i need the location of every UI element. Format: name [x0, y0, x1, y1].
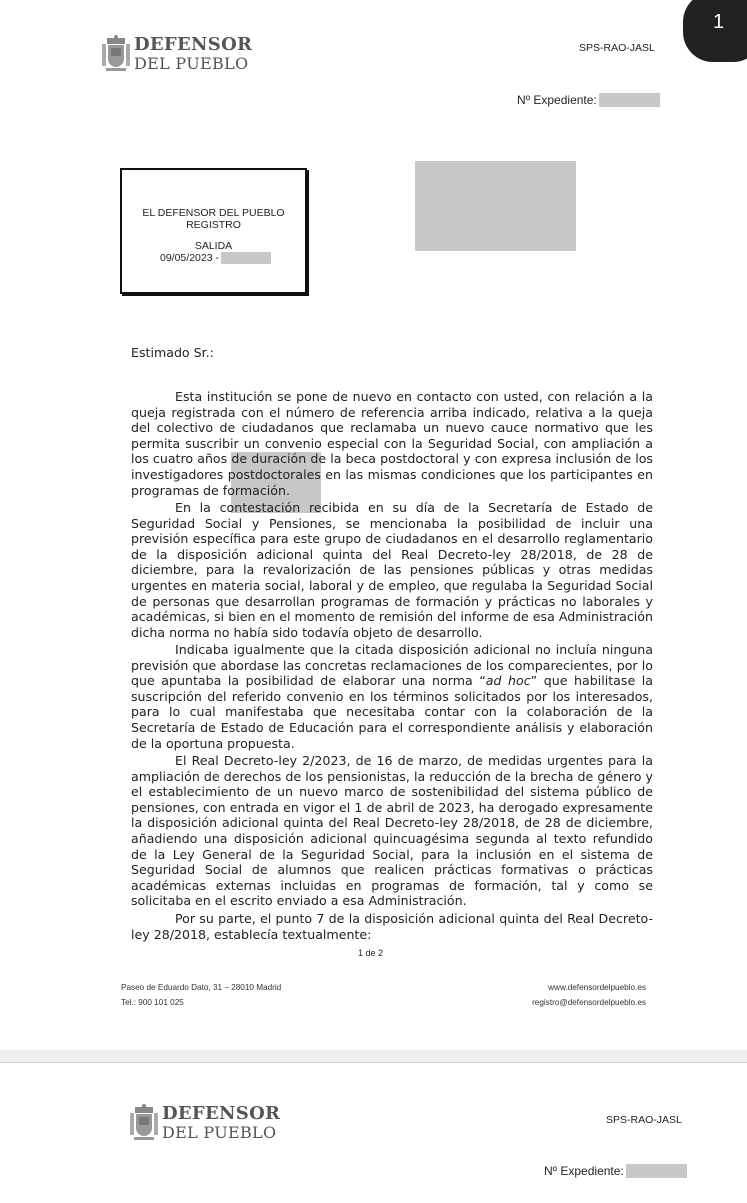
reference-code-page-2: SPS-RAO-JASL: [606, 1114, 682, 1126]
page-number-badge: [683, 0, 747, 62]
footer-website: www.defensordelpueblo.es: [548, 983, 646, 992]
coat-of-arms-icon: [129, 1103, 159, 1143]
paragraph-3-part-2: ” que habilitase la suscripción del referido convenio en los términos solicitados por los interesados, para lo cual manifestaba que necesitaba contar con la colaboración de la Secretaría de Estado de Educación para el correspondiente análisis y elaboración de la oportuna propuesta.: [131, 673, 653, 751]
expediente-label: Nº Expediente:: [517, 93, 597, 107]
paragraph-2-text: En la contestación recibida en su día de la Secretaría de Estado de Seguridad Social y Pensiones, se mencionaba la posibilidad de incluir una previsión específica para este grupo de ciudadanos en el desarrollo reglamentario de la disposición adicional quinta del Real Decreto-ley 28/2018, de 28 de diciembre, para la revalorización de las pensiones públicas y otras medidas urgentes en materia social, laboral y de empleo, que regulaba la Seguridad Social de personas que desarrollan programas de formación y prácticas no laborales y académicas, si bien en el momento de remisión del informe de esa Administración dicha norma no había sido todavía objeto de desarrollo.: [131, 500, 653, 640]
paragraph-3: [131, 642, 653, 751]
stamp-line-3: SALIDA: [194, 240, 233, 252]
redacted-expediente-number: [599, 93, 660, 107]
footer-email: registro@defensordelpueblo.es: [532, 998, 646, 1007]
paragraph-3-text: [131, 642, 653, 751]
paragraph-2: [131, 500, 653, 640]
stamp-date: 09/05/2023 -: [160, 252, 219, 264]
logo-line-1: DEFENSOR: [134, 34, 253, 55]
stamp-date-row: [160, 252, 271, 264]
expediente-label-page-2: Nº Expediente:: [544, 1164, 624, 1178]
logo-line-1: DEFENSOR: [162, 1103, 281, 1124]
redacted-recipient-address: [415, 161, 576, 251]
footer-web: [520, 980, 646, 1010]
defensor-logo: [101, 34, 252, 74]
paragraph-5-text: Por su parte, el punto 7 de la disposición adicional quinta del Real Decreto-ley 28/2018, establecía textualmente:: [131, 911, 653, 942]
redacted-expediente-number-page-2: [626, 1164, 687, 1178]
footer-address: Paseo de Eduardo Dato, 31 – 28010 Madrid: [121, 983, 282, 992]
logo-line-2: DEL PUEBLO: [162, 1123, 277, 1142]
expediente-field-page-2: [544, 1164, 687, 1178]
defensor-logo-page-2: [129, 1103, 280, 1143]
stamp-line-2: REGISTRO: [186, 219, 241, 231]
paragraph-3-part-1: Indicaba igualmente que la citada disposición adicional no incluía ninguna previsión que abordase las concretas reclamaciones de los comparecientes, por lo que apuntaba la posibilidad de elaborar una norma “: [131, 642, 653, 689]
page-number: 1: [713, 11, 725, 33]
document-page-2: [0, 1062, 747, 1203]
paragraph-3-italic: ad hoc: [485, 673, 531, 689]
coat-of-arms-icon: [101, 34, 131, 74]
registry-stamp: [120, 168, 307, 294]
paragraph-1-text: Esta institución se pone de nuevo en contacto con usted, con relación a la queja registrada con el número de referencia arriba indicado, relativa a la queja del colectivo de ciudadanos que reclamaba un nuevo cauce normativo que les permita suscribir un convenio especial con la Seguridad Social, con ampliación a los cuatro años de duración de la beca postdoctoral y con expresa inclusión de los investigadores postdoctorales en las mismas condiciones que los participantes en programas de formación.: [131, 389, 653, 498]
footer-phone: Tel.: 900 101 025: [121, 998, 184, 1007]
paragraph-4: [131, 753, 653, 909]
redacted-registry-number: [221, 252, 271, 264]
page-indicator: 1 de 2: [358, 948, 384, 958]
stamp-line-1: EL DEFENSOR DEL PUEBLO: [142, 207, 285, 219]
paragraph-5: [131, 911, 653, 942]
logo-line-2: DEL PUEBLO: [134, 54, 249, 73]
paragraph-4-text: El Real Decreto-ley 2/2023, de 16 de marzo, de medidas urgentes para la ampliación de derechos de los pensionistas, la reducción de la brecha de género y el establecimiento de un nuevo marco de sostenibilidad del sistema público de pensiones, con entrada en vigor el 1 de abril de 2023, ha derogado expresamente la disposición adicional quinta del Real Decreto-ley 28/2018, de 28 de diciembre, añadiendo una disposición adicional quincuagésima segunda al texto refundido de la Ley General de la Seguridad Social, para la inclusión en el sistema de Seguridad Social de alumnos que realicen prácticas formativas o prácticas académicas externas incluidas en programas de formación, tal y como se solicitaba en el escrito enviado a esa Administración.: [131, 753, 653, 909]
footer-contact: [121, 980, 281, 1010]
reference-code: SPS-RAO-JASL: [579, 42, 655, 54]
salutation: Estimado Sr.:: [131, 345, 214, 360]
paragraph-1: [131, 389, 653, 498]
expediente-field: [517, 93, 660, 107]
